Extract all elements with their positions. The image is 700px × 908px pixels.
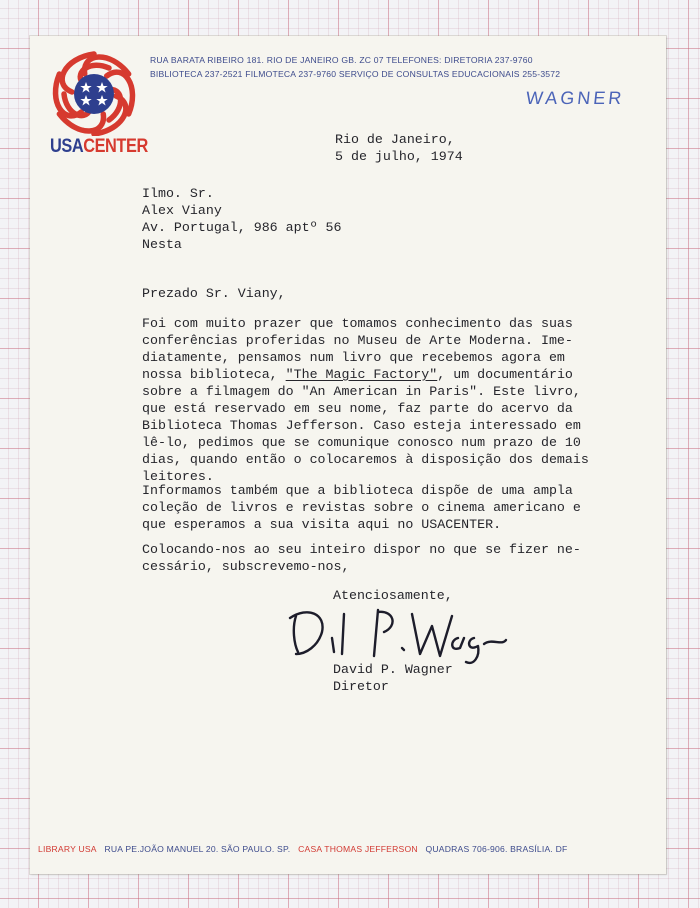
paragraph-line: coleção de livros e revistas sobre o cinema americano e [142, 500, 581, 515]
paragraph-line: Foi com muito prazer que tomamos conhecimento das suas [142, 316, 573, 331]
paragraph-line: sobre a filmagem do "An American in Paris". Este livro, [142, 384, 581, 399]
body-paragraph-1 [142, 315, 589, 485]
footer-library-label: LIBRARY USA [38, 844, 97, 854]
paragraph-line: nossa biblioteca, "The Magic Factory", um documentário [142, 367, 573, 382]
recipient-street: Av. Portugal, 986 aptº 56 [142, 220, 342, 235]
letterhead-phones-line: BIBLIOTECA 237-2521 FILMOTECA 237-9760 SERVIÇO DE CONSULTAS EDUCACIONAIS 255-3572 [150, 69, 561, 79]
footer-library-address: RUA PE.JOÃO MANUEL 20. SÃO PAULO. SP. [104, 844, 291, 854]
book-title: "The Magic Factory" [285, 367, 438, 382]
pinwheel-star-icon [50, 50, 138, 136]
paragraph-line: Biblioteca Thomas Jefferson. Caso esteja interessado em [142, 418, 581, 433]
paragraph-line: dias, quando então o colocaremos à disposição dos demais [142, 452, 589, 467]
body-paragraph-2 [142, 482, 581, 533]
paragraph-line: que esperamos a sua visita aqui no USACENTER. [142, 517, 502, 532]
usacenter-logo [50, 50, 148, 162]
paragraph-line: Colocando-nos ao seu inteiro dispor no que se fizer ne- [142, 542, 581, 557]
paragraph-line: leitores. [142, 469, 214, 484]
body-paragraph-3 [142, 541, 581, 575]
paragraph-line: cessário, subscrevemo-nos, [142, 559, 350, 574]
recipient-honorific: Ilmo. Sr. [142, 186, 214, 201]
recipient-city: Nesta [142, 237, 182, 252]
handwritten-note: WAGNER [525, 88, 626, 108]
paragraph-line: diatamente, pensamos num livro que recebemos agora em [142, 350, 565, 365]
usacenter-wordmark: USACENTER [50, 136, 148, 157]
footer-casa-label: CASA THOMAS JEFFERSON [298, 844, 418, 854]
footer-casa-address: QUADRAS 706-906. BRASÍLIA. DF [425, 844, 568, 854]
paragraph-line: que está reservado em seu nome, faz parte do acervo da [142, 401, 573, 416]
letter-sheet [30, 36, 666, 874]
letter-date: 5 de julho, 1974 [335, 149, 463, 164]
signatory-name: David P. Wagner [333, 662, 453, 677]
letterhead-address-line: RUA BARATA RIBEIRO 181. RIO DE JANEIRO GB. ZC 07 TELEFONES: DIRETORIA 237-9760 [150, 55, 533, 65]
paragraph-line: conferências proferidas no Museu de Arte Moderna. Ime- [142, 333, 573, 348]
letter-footer [38, 844, 567, 854]
closing: Atenciosamente, [333, 588, 453, 603]
handwritten-signature [288, 604, 508, 670]
paragraph-line: Informamos também que a biblioteca dispõe de uma ampla [142, 483, 573, 498]
salutation: Prezado Sr. Viany, [142, 286, 286, 301]
signatory-title: Diretor [333, 679, 389, 694]
letter-date-city: Rio de Janeiro, [335, 132, 455, 147]
recipient-name: Alex Viany [142, 203, 222, 218]
paragraph-line: lê-lo, pedimos que se comunique conosco num prazo de 10 [142, 435, 581, 450]
